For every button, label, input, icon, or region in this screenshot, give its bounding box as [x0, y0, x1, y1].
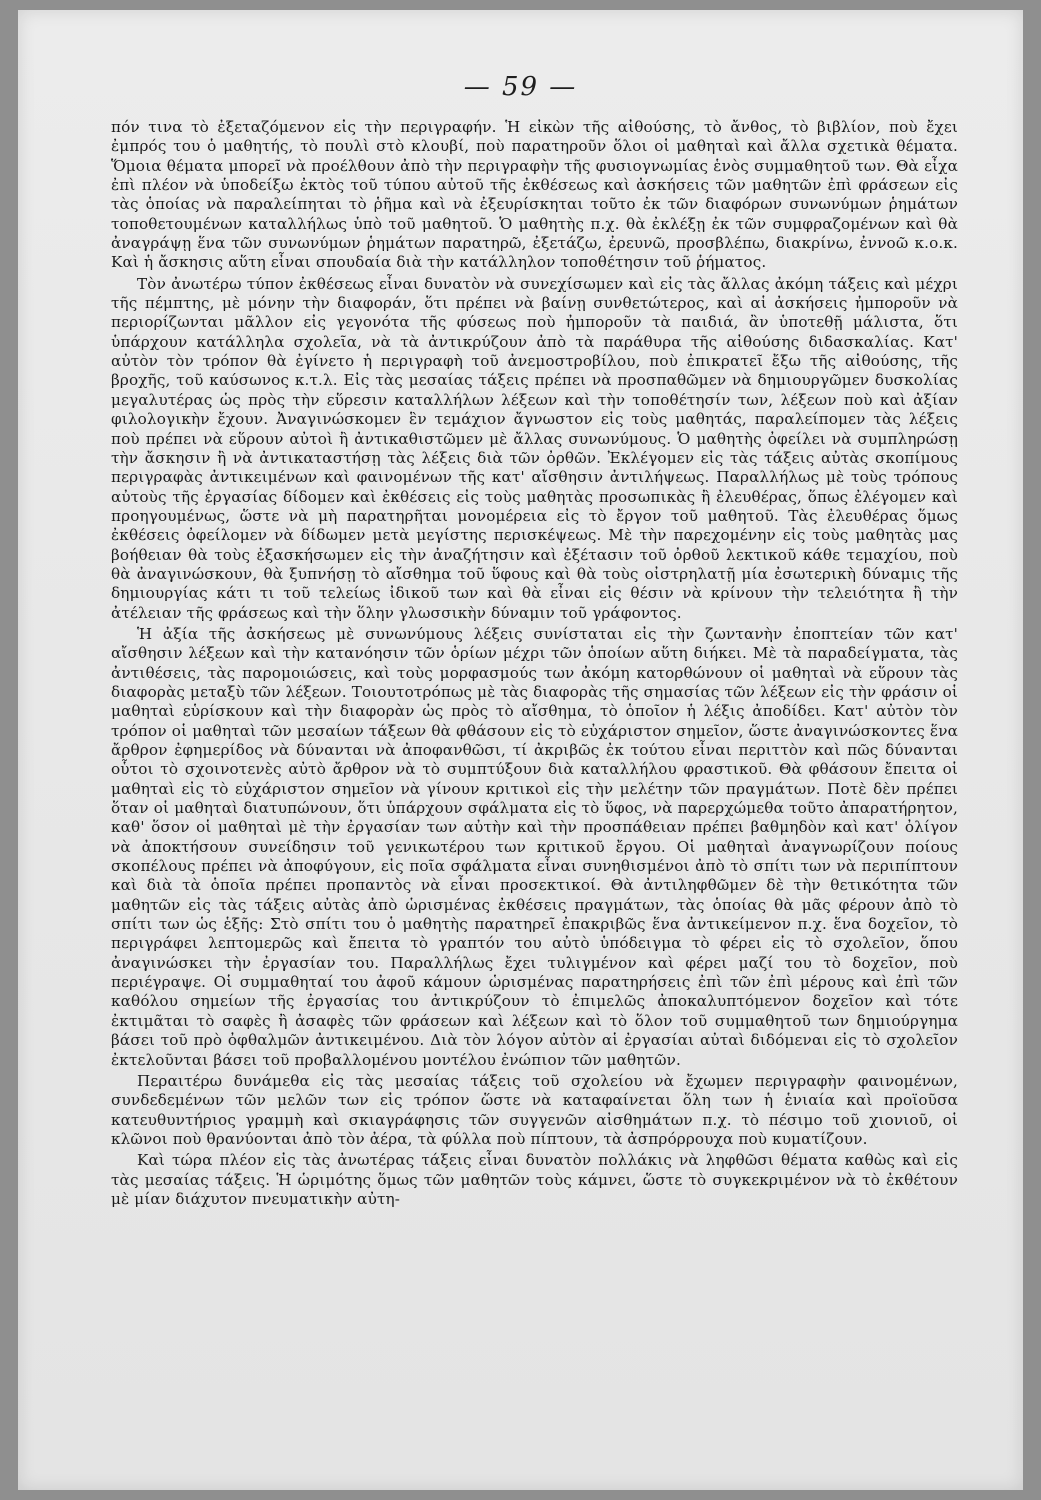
paragraph: Τὸν ἀνωτέρω τύπον ἐκθέσεως εἶναι δυνατὸν νὰ συνεχίσωμεν καὶ εἰς τὰς ἄλλας ἀκόμη τάξεις καὶ μέχρι τῆς πέμπτης, μὲ μόνην τὴν διαφοράν, ὅτι πρέπει νὰ βαίνῃ συνθετώτερος, καὶ αἱ ἀσκήσεις ἠμποροῦν νὰ περιορίζωνται μᾶλλον εἰς γεγονότα τῆς φύσεως ποὺ ἠμποροῦν τὰ παιδιά, ἂν ὑποτεθῇ μάλιστα, ὅτι ὑπάρχουν κατάλληλα σχολεῖα, νὰ τὰ ἀντικρύζουν ἀπὸ τὰ παράθυρα τῆς αἰθούσης διδασκαλίας. Κατ' αὐτὸν τὸν τρόπον θὰ ἐγίνετο ἡ περιγραφὴ τοῦ ἀνεμοστροβίλου, ποὺ ἐπικρατεῖ ἔξω τῆς αἰθούσης, τῆς βροχῆς, τοῦ καύσωνος κ.τ.λ. Εἰς τὰς μεσαίας τάξεις πρέπει νὰ προσπαθῶμεν νὰ δημιουργῶμεν δυσκολίας μεγαλυτέρας ὡς πρὸς τὴν εὕρεσιν καταλλήλων λέξεων καὶ τὴν τοποθέτησίν των, λέξεων ποὺ καὶ ἀξίαν φιλολογικὴν ἔχουν. Ἀναγινώσκομεν ἓν τεμάχιον ἄγνωστον εἰς τοὺς μαθητάς, παραλείπομεν τὰς λέξεις ποὺ πρέπει νὰ εὕρουν αὐτοὶ ἢ ἀντικαθιστῶμεν μὲ ἄλλας συνωνύμους. Ὁ μαθητὴς ὀφείλει νὰ συμπληρώσῃ τὴν ἄσκησιν ἢ νὰ ἀντικαταστήσῃ τὰς λέξεις διὰ τῶν ὀρθῶν. Ἐκλέγομεν εἰς τὰς τάξεις αὐτὰς σκοπίμους περιγραφὰς ἀντικειμένων καὶ φαινομένων τῆς κατ' αἴσθησιν ἀντιλήψεως. Παραλλήλως μὲ τοὺς τρόπους αὐτοὺς τῆς ἐργασίας δίδομεν καὶ ἐκθέσεις εἰς τοὺς μαθητὰς προσωπικὰς ἢ ἐλευθέρας, ὅπως ἐλέγομεν καὶ προηγουμένως, ὥστε νὰ μὴ παρατηρῆται μονομέρεια εἰς τὸ ἔργον τοῦ μαθητοῦ. Τὰς ἐλευθέρας ὅμως ἐκθέσεις ὀφείλομεν νὰ δίδωμεν μετὰ μεγίστης περισκέψεως. Μὲ τὴν παρεχομένην εἰς τοὺς μαθητὰς μας βοήθειαν θὰ τοὺς ἐξασκήσωμεν εἰς τὴν ἀναζήτησιν καὶ ἐξέτασιν τοῦ ὀρθοῦ λεκτικοῦ κάθε τεμαχίου, ποὺ θὰ ἀναγινώσκουν, θὰ ξυπνήσῃ τὸ αἴσθημα τοῦ ὕφους καὶ θὰ τοὺς οἰστρηλατῇ μία ἐσωτερικὴ δύναμις τῆς δημιουργίας κάτι τι τοῦ τελείως ἰδικοῦ των καὶ θὰ εἶναι εἰς θέσιν νὰ κρίνουν τὴν τελειότητα ἢ τὴν ἀτέλειαν τῆς φράσεως καὶ τὴν ὅλην γλωσσικὴν δύναμιν τοῦ γράφοντος.	[111, 274, 958, 622]
paragraph: Περαιτέρω δυνάμεθα εἰς τὰς μεσαίας τάξεις τοῦ σχολείου νὰ ἔχωμεν περιγραφὴν φαινομένων, συνδεδεμένων τῶν μελῶν των εἰς τρόπον ὥστε νὰ καταφαίνεται ὅλη των ἡ ἑνιαία καὶ προϊοῦσα κατευθυντήριος γραμμὴ καὶ σκιαγράφησις τῶν συγγενῶν αἰσθημάτων π.χ. τὸ πέσιμο τοῦ χιονιοῦ, οἱ κλῶνοι ποὺ θρανύονται ἀπὸ τὸν ἀέρα, τὰ φύλλα ποὺ πίπτουν, τὰ ἀσπρόρρουχα ποὺ κυματίζουν.	[111, 1071, 958, 1148]
paragraph: Ἡ ἀξία τῆς ἀσκήσεως μὲ συνωνύμους λέξεις συνίσταται εἰς τὴν ζωντανὴν ἐποπτείαν τῶν κατ' αἴσθησιν λέξεων καὶ τὴν κατανόησιν τῶν ὁρίων μέχρι τῶν ὁποίων αὕτη διήκει. Μὲ τὰ παραδείγματα, τὰς ἀντιθέσεις, τὰς παρομοιώσεις, καὶ τοὺς μορφασμούς των ἀκόμη κατορθώνουν οἱ μαθηταὶ νὰ εὕρουν τὰς διαφορὰς μεταξὺ τῶν λέξεων. Τοιουτοτρόπως μὲ τὰς διαφορὰς τῆς σημασίας τῶν λέξεων εἰς τὴν φράσιν οἱ μαθηταὶ εὑρίσκουν καὶ τὴν διαφορὰν ὡς πρὸς τὸ αἴσθημα, τὸ ὁποῖον ἡ λέξις ἀποδίδει. Κατ' αὐτὸν τὸν τρόπον οἱ μαθηταὶ τῶν μεσαίων τάξεων θὰ φθάσουν εἰς τὸ εὐχάριστον σημεῖον, ὥστε ἀναγινώσκοντες ἕνα ἄρθρον ἐφημερίδος νὰ δύνανται νὰ ἀποφανθῶσι, τί ἀκριβῶς ἐκ τούτου εἶναι περιττὸν καὶ πῶς δύνανται οὗτοι τὸ σχοινοτενὲς αὐτὸ ἄρθρον νὰ τὸ συμπτύξουν διὰ καταλλήλου φραστικοῦ. Θὰ φθάσουν ἔπειτα οἱ μαθηταὶ εἰς τὸ εὐχάριστον σημεῖον νὰ γίνουν κριτικοὶ εἰς τὴν μελέτην τῶν πραγμάτων. Ποτὲ δὲν πρέπει ὅταν οἱ μαθηταὶ διατυπώνουν, ὅτι ὑπάρχουν σφάλματα εἰς τὸ ὕφος, νὰ παρερχώμεθα τοῦτο ἀπαρατήρητον, καθ' ὅσον οἱ μαθηταὶ μὲ τὴν ἐργασίαν των αὐτὴν καὶ τὴν προσπάθειαν πρέπει βαθμηδὸν καὶ κατ' ὀλίγον νὰ ἀποκτήσουν συνείδησιν τοῦ γενικωτέρου των κριτικοῦ ἔργου. Οἱ μαθηταὶ ἀναγνωρίζουν ποίους σκοπέλους πρέπει νὰ ἀποφύγουν, εἰς ποῖα σφάλματα εἶναι συνηθισμένοι ἀπὸ τὸ σπίτι των νὰ περιπίπτουν καὶ διὰ τὰ ὁποῖα πρέπει προπαντὸς νὰ εἶναι προσεκτικοί. Θὰ ἀντιληφθῶμεν δὲ τὴν θετικότητα τῶν μαθητῶν εἰς τὰς τάξεις αὐτὰς ἀπὸ ὡρισμένας ἐκθέσεις πραγμάτων, τὰς ὁποίας θὰ μᾶς φέρουν ἀπὸ τὸ σπίτι των ὡς ἑξῆς: Στὸ σπίτι του ὁ μαθητὴς παρατηρεῖ ἐπακριβῶς ἕνα ἀντικείμενον π.χ. ἕνα δοχεῖον, τὸ περιγράφει λεπτομερῶς καὶ ἔπειτα τὸ γραπτόν του αὐτὸ ὑπόδειγμα τὸ φέρει εἰς τὸ σχολεῖον, ὅπου ἀναγινώσκει τὴν ἐργασίαν του. Παραλλήλως ἔχει τυλιγμένον καὶ φέρει μαζί του τὸ δοχεῖον, ποὺ περιέγραψε. Οἱ συμμαθηταί του ἀφοῦ κάμουν ὡρισμένας παρατηρήσεις ἐπὶ τῶν ἐπὶ μέρους καὶ ἐπὶ τῶν καθόλου σημείων τῆς ἐργασίας του ἀντικρύζουν τὸ ἐπιμελῶς ἀποκαλυπτόμενον δοχεῖον καὶ τότε ἐκτιμᾶται τὸ σαφὲς ἢ ἀσαφὲς τῶν φράσεων καὶ λέξεων καὶ τὸ ὅλον τοῦ συμμαθητοῦ των δημιούργημα βάσει τοῦ πρὸ ὀφθαλμῶν ἀντικειμένου. Διὰ τὸν λόγον αὐτὸν αἱ ἐργασίαι αὐταὶ διδόμεναι εἰς τὸ σχολεῖον ἐκτελοῦνται βάσει τοῦ προβαλλομένου μοντέλου ἐνώπιον τῶν μαθητῶν.	[111, 624, 958, 1069]
body-text	[111, 118, 958, 1209]
page-number: — 59 —	[463, 72, 578, 102]
paragraph-continuation: πόν τινα τὸ ἐξεταζόμενον εἰς τὴν περιγραφήν. Ἡ εἰκὼν τῆς αἰθούσης, τὸ ἄνθος, τὸ βιβλίον, ποὺ ἔχει ἐμπρός του ὁ μαθητής, τὸ πουλὶ στὸ κλουβί, ποὺ παρατηροῦν ὅλοι οἱ μαθηταὶ καὶ ἄλλα σχετικὰ θέματα. Ὅμοια θέματα μπορεῖ νὰ προέλθουν ἀπὸ τὴν περιγραφὴν τῆς φυσιογνωμίας ἑνὸς συμμαθητοῦ των. Θὰ εἶχα ἐπὶ πλέον νὰ ὑποδείξω ἐκτὸς τοῦ τύπου αὐτοῦ τῆς ἐκθέσεως καὶ ἀσκήσεις τῶν μαθητῶν ἐπὶ φράσεων εἰς τὰς ὁποίας νὰ παραλείπηται τὸ ῥῆμα καὶ νὰ ἐξευρίσκηται τοῦτο ἐκ τῶν διαφόρων συνωνύμων ῥημάτων τοποθετουμένων καταλλήλως ὑπὸ τοῦ μαθητοῦ. Ὁ μαθητὴς π.χ. θὰ ἐκλέξῃ ἐκ τῶν συμφραζομένων καὶ θὰ ἀναγράψῃ ἕνα τῶν συνωνύμων ῥημάτων παρατηρῶ, ἐξετάζω, ἐρευνῶ, προσβλέπω, διακρίνω, ἐννοῶ κ.ο.κ. Καὶ ἡ ἄσκησις αὕτη εἶναι σπουδαία διὰ τὴν κατάλληλον τοποθέτησιν τοῦ ῥήματος.	[111, 118, 958, 272]
paragraph: Καὶ τώρα πλέον εἰς τὰς ἀνωτέρας τάξεις εἶναι δυνατὸν πολλάκις νὰ ληφθῶσι θέματα καθὼς καὶ εἰς τὰς μεσαίας τάξεις. Ἡ ὡριμότης ὅμως τῶν μαθητῶν τοὺς κάμνει, ὥστε τὸ συγκεκριμένον νὰ τὸ ἐκθέτουν μὲ μίαν διάχυτον πνευματικὴν αὐτη-	[111, 1151, 958, 1208]
book-page	[18, 10, 1023, 1490]
